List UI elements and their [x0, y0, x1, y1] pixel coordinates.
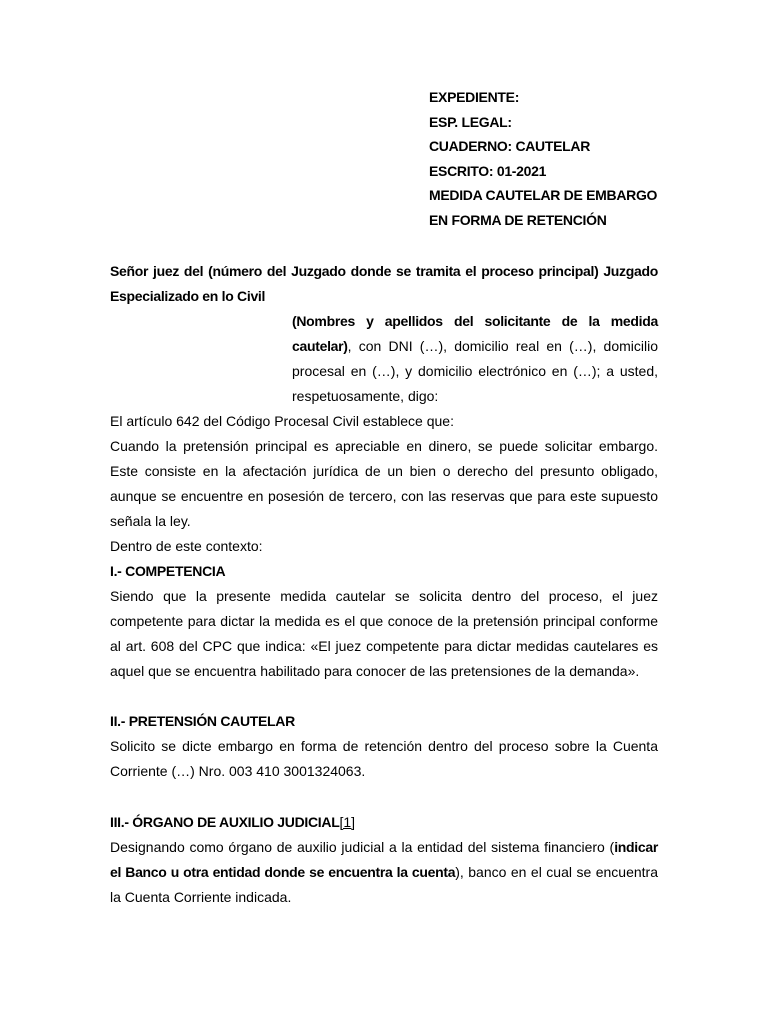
intro-article-line: El artículo 642 del Código Procesal Civil establece que:: [110, 413, 454, 429]
esp-legal-label: ESP. LEGAL:: [429, 113, 512, 130]
cuaderno-label: CUADERNO: CAUTELAR: [429, 138, 591, 154]
section-pretension: [110, 709, 658, 784]
medida-title-line2: EN FORMA DE RETENCIÓN: [429, 211, 607, 228]
petitioner-paragraph: [292, 309, 658, 409]
addressee-block: [110, 259, 658, 309]
petitioner-details: , con DNI (…), domicilio real en (…), domicilio procesal en (…), y domicilio electrónico en (…); a usted, respetuosamente, digo:: [292, 338, 658, 404]
section-organo-text-end: ), banco en el cual se encuentra la Cuenta Corriente indicada.: [110, 864, 658, 905]
section-competencia: [110, 559, 658, 684]
footnote-link[interactable]: [1]: [339, 814, 356, 830]
medida-title-line1: MEDIDA CAUTELAR DE EMBARGO: [429, 187, 658, 203]
escrito-label: ESCRITO: 01-2021: [429, 162, 547, 179]
intro-quote: Cuando la pretensión principal es apreciable en dinero, se puede solicitar embargo. Este consiste en la afectación jurídica de un bien o derecho del presunto obligado, aunque se encuentre en posesión de tercero, con las reservas que para este supuesto señala la ley.: [110, 438, 658, 529]
section-competencia-text: Siendo que la presente medida cautelar se solicita dentro del proceso, el juez competente para dictar la medida es el que conoce de la pretensión principal conforme al art. 608 del CPC que indica: «El juez competente para dictar medidas cautelares es aquel que se encuentra habilitado para conocer de las pretensiones de la demanda».: [110, 588, 658, 679]
section-pretension-title: II.- PRETENSIÓN CAUTELAR: [110, 713, 295, 729]
section-organo-bank-placeholder: indicar el Banco u otra entidad donde se encuentra la cuenta: [110, 839, 658, 880]
petitioner-block: [292, 309, 658, 409]
section-organo-title: III.- ÓRGANO DE AUXILIO JUDICIAL: [110, 814, 340, 830]
petitioner-name-placeholder: (Nombres y apellidos del solicitante de la medida cautelar): [292, 313, 658, 354]
case-header: [429, 85, 729, 232]
expediente-label: EXPEDIENTE:: [429, 89, 520, 105]
section-organo-text: [110, 835, 658, 910]
section-organo: [110, 810, 658, 910]
section-organo-text-start: Designando como órgano de auxilio judicial a la entidad del sistema financiero (: [110, 839, 615, 855]
intro-context-line: Dentro de este contexto:: [110, 538, 263, 554]
addressee-text: Señor juez del (número del Juzgado donde se tramita el proceso principal) Juzgado Especializado en lo Civil: [110, 263, 658, 304]
section-organo-title-line: [110, 810, 658, 835]
intro-block: [110, 409, 658, 559]
section-competencia-title: I.- COMPETENCIA: [110, 563, 226, 579]
section-pretension-text: Solicito se dicte embargo en forma de retención dentro del proceso sobre la Cuenta Corriente (…) Nro. 003 410 3001324063.: [110, 738, 658, 779]
